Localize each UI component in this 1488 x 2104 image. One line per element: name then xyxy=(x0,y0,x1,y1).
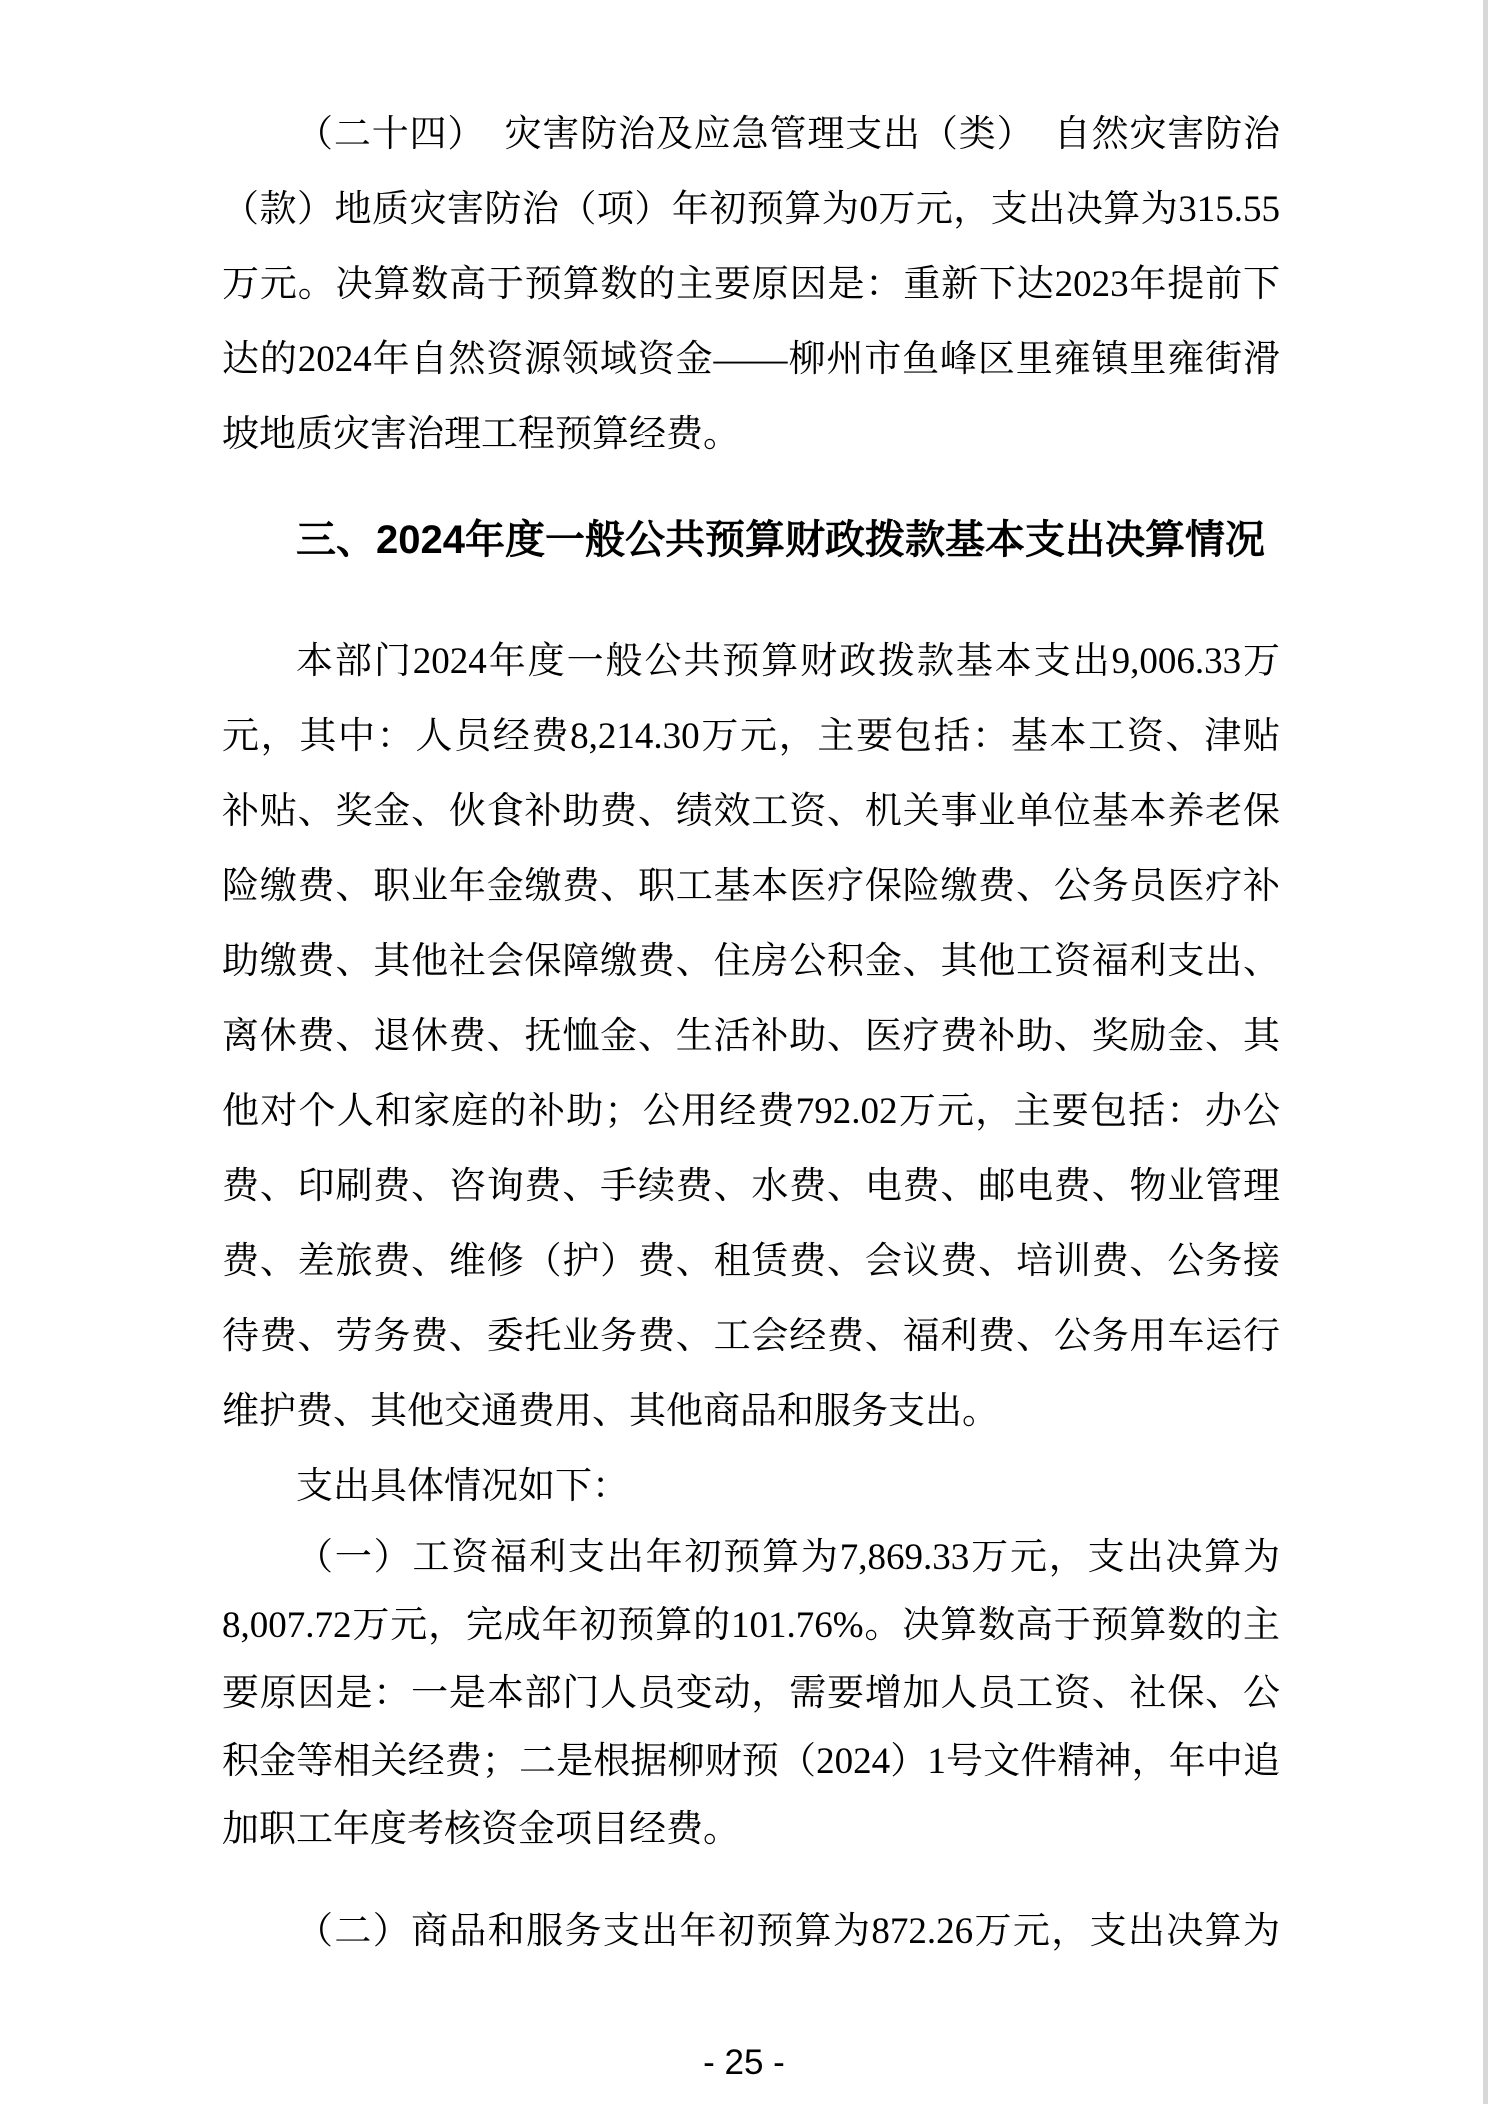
para-line: （一）工资福利支出年初预算为7,869.33万元，支出决算为 xyxy=(296,1537,1280,1578)
paragraph-item-24 xyxy=(222,97,1280,472)
para-line: 维护费、其他交通费用、其他商品和服务支出。 xyxy=(222,1391,999,1432)
para-line: 积金等相关经费；二是根据柳财预（2024）1号文件精神，年中追 xyxy=(222,1741,1280,1782)
para-line: 万元。决算数高于预算数的主要原因是：重新下达2023年提前下 xyxy=(222,264,1280,305)
para-line: 险缴费、职业年金缴费、职工基本医疗保险缴费、公务员医疗补 xyxy=(222,866,1280,907)
paragraph-detail-intro xyxy=(222,1449,1280,1524)
para-line: 费、差旅费、维修（护）费、租赁费、会议费、培训费、公务接 xyxy=(222,1241,1280,1282)
para-line: 本部门2024年度一般公共预算财政拨款基本支出9,006.33万 xyxy=(296,641,1280,682)
para-line: 支出具体情况如下： xyxy=(296,1466,629,1507)
para-line: 要原因是：一是本部门人员变动，需要增加人员工资、社保、公 xyxy=(222,1673,1280,1714)
paragraph-basic-expenditure xyxy=(222,624,1280,1449)
para-line: 加职工年度考核资金项目经费。 xyxy=(222,1809,740,1850)
para-line: 他对个人和家庭的补助；公用经费792.02万元，主要包括：办公 xyxy=(222,1091,1280,1132)
para-line: 待费、劳务费、委托业务费、工会经费、福利费、公务用车运行 xyxy=(222,1316,1280,1357)
para-line: 费、印刷费、咨询费、手续费、水费、电费、邮电费、物业管理 xyxy=(222,1166,1280,1207)
scan-edge-shadow xyxy=(1483,0,1488,2104)
para-line: 坡地质灾害治理工程预算经费。 xyxy=(222,414,740,455)
para-line: （二）商品和服务支出年初预算为872.26万元，支出决算为 xyxy=(296,1911,1280,1952)
document-body xyxy=(222,97,1280,1969)
para-line: （款）地质灾害防治（项）年初预算为0万元，支出决算为315.55 xyxy=(222,189,1280,230)
para-line: 达的2024年自然资源领域资金——柳州市鱼峰区里雍镇里雍街滑 xyxy=(222,339,1280,380)
page-number: - 25 - xyxy=(703,2043,785,2082)
para-line: 补贴、奖金、伙食补助费、绩效工资、机关事业单位基本养老保 xyxy=(222,791,1280,832)
paragraph-item-2 xyxy=(222,1894,1280,1969)
para-line: 离休费、退休费、抚恤金、生活补助、医疗费补助、奖励金、其 xyxy=(222,1016,1280,1057)
para-line: （二十四） 灾害防治及应急管理支出（类） 自然灾害防治 xyxy=(296,114,1280,155)
section-heading: 三、2024年度一般公共预算财政拨款基本支出决算情况 xyxy=(296,518,1265,562)
para-line: 助缴费、其他社会保障缴费、住房公积金、其他工资福利支出、 xyxy=(222,941,1280,982)
para-line: 元，其中：人员经费8,214.30万元，主要包括：基本工资、津贴 xyxy=(222,716,1280,757)
paragraph-item-1 xyxy=(222,1524,1280,1864)
para-line: 8,007.72万元，完成年初预算的101.76%。决算数高于预算数的主 xyxy=(222,1605,1280,1646)
